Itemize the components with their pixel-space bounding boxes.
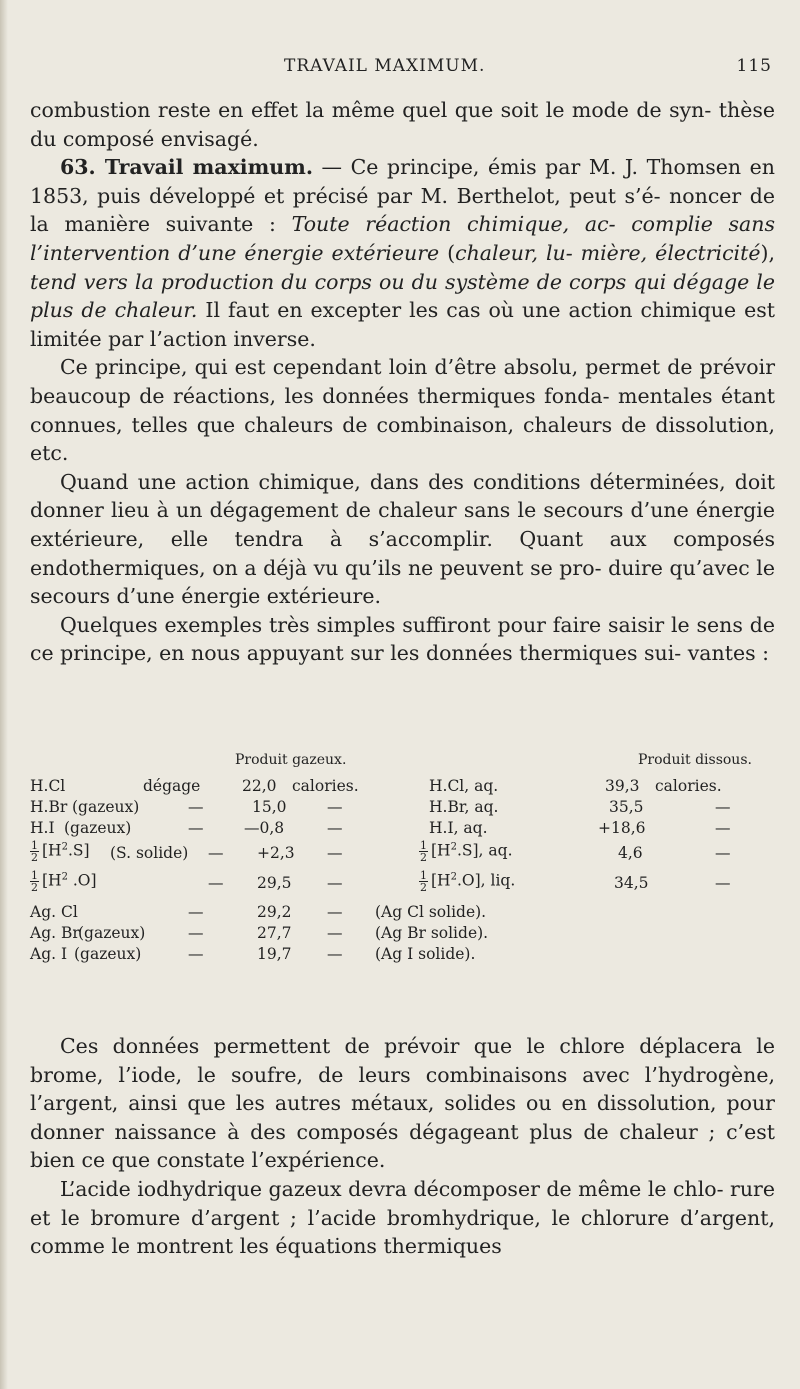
section-63-paragraph: 63. Travail maximum. — Ce principe, émis par M. J. Thomsen en 1853, puis développé et précisé par M. Berthelot, peut s’é- noncer de la manière suivante : Toute réaction chimique, ac- complie sans l’intervention d’une énergie extérieure (chaleur, lu- mière, électricité), tend vers la production du corps ou du système de corps qui dégage le plus de chaleur. Il faut en excepter les cas où une action chimique est limitée par l’action inverse. — [30, 155, 776, 351]
table-row: Ag. I (gazeux) — 19,7 — (Ag I solide). — [30, 945, 476, 963]
page-binding-edge — [0, 0, 8, 1389]
page-number: 115 — [736, 56, 772, 76]
section-heading: 63. Travail maximum. — [60, 155, 314, 180]
paragraph: Quand une action chimique, dans des conditions déterminées, doit donner lieu à un dégagement de chaleur sans le secours d’une énergie extérieure, elle tendra à s’accomplir. Quant aux composés endothermiques, on a déjà vu qu’ils ne peuvent se pro- duire qu’avec le secours d’une énergie extérieure. — [30, 469, 775, 609]
fraction-one-half: $\frac{1}{2}$ — [31, 839, 38, 864]
table-row: $\frac{1}{2}$ $[H^2.S]$ (S. solide) — +2,3 — $\frac{1}{2}$ $[H^2.S]$, aq. 4,6 — — [31, 839, 731, 864]
fraction-one-half: $\frac{1}{2}$ — [420, 839, 427, 864]
fraction-one-half: $\frac{1}{2}$ — [420, 869, 427, 894]
paragraph: Quelques exemples très simples suffiront pour faire saisir le sens de ce principe, en nous appuyant sur les données thermiques sui- vantes : — [30, 612, 775, 666]
italic-principle-a: Toute réaction chimique, ac- complie sans l’intervention d’une énergie extérieure — [30, 212, 775, 265]
italic-principle-c: tend vers la production du corps ou du système de corps qui dégage le plus de chaleur. — [30, 269, 775, 323]
column-header-dissolved: Produit dissous. — [638, 752, 752, 768]
text-block-lower — [30, 1032, 775, 1261]
table-row: H.Cl dégage 22,0 calories. H.Cl, aq. 39,3 calories. — [30, 777, 722, 795]
column-header-gas: Produit gazeux. — [235, 752, 347, 768]
table-row: Ag. Br (gazeux) — 27,7 — (Ag Br solide). — [30, 924, 489, 942]
text-block-upper — [30, 96, 775, 668]
thermal-data-table — [30, 752, 780, 963]
table-row: $\frac{1}{2}$ [$H^2$ .O] — 29,5 — $\frac{1}{2}$ $[H^2.O]$, liq. 34,5 — — [31, 869, 731, 894]
table-header-row — [30, 752, 780, 774]
running-title: TRAVAIL MAXIMUM. — [284, 56, 486, 76]
table-row: H.Br (gazeux) — 15,0 — H.Br, aq. 35,5 — — [30, 798, 731, 816]
italic-principle-b: chaleur, lu- mière, électricité — [455, 240, 761, 265]
table-row: H.I (gazeux) — —0,8 — H.I, aq. +18,6 — — [30, 819, 731, 837]
paragraph: Ces données permettent de prévoir que le chlore déplacera le brome, l’iode, le soufre, de leurs combinaisons avec l’hydrogène, l’argent, ainsi que les autres métaux, solides ou en dissolution, pour donner naissance à des composés dégageant plus de chaleur ; c’est bien ce que constate l’expérience. — [30, 1034, 775, 1173]
paragraph: Ce principe, qui est cependant loin d’être absolu, permet de prévoir beaucoup de réactions, les données thermiques fonda- mentales étant connues, telles que chaleurs de combinaison, chaleurs de dissolution, etc. — [30, 355, 775, 466]
paragraph-continuation: combustion reste en effet la même quel que soit le mode de syn- thèse du composé envisagé. — [30, 98, 775, 151]
paragraph: L’acide iodhydrique gazeux devra décomposer de même le chlo- rure et le bromure d’argent ; l’acide bromhydrique, le chlorure d’argent, comme le montrent les équations thermiques — [30, 1176, 775, 1259]
table-row: Ag. Cl — 29,2 — (Ag Cl solide). — [30, 903, 487, 921]
fraction-one-half: $\frac{1}{2}$ — [31, 869, 38, 894]
